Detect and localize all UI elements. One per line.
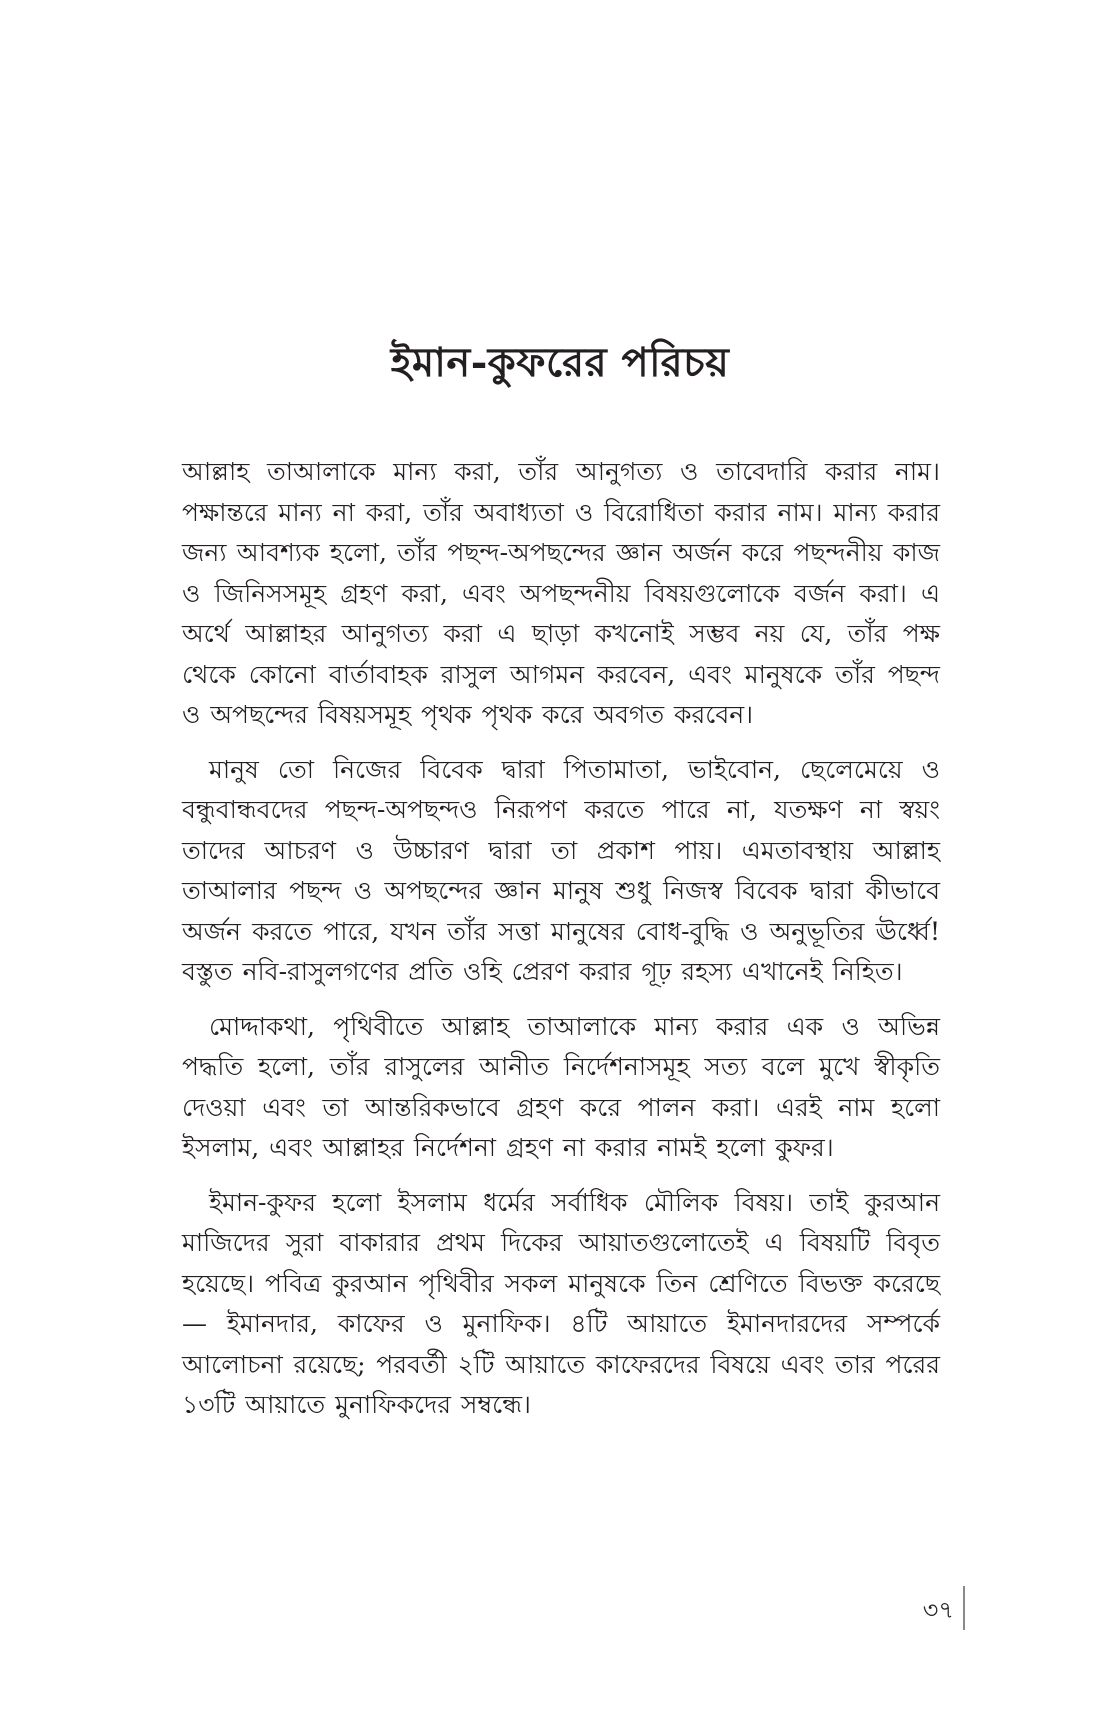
paragraph-1: আল্লাহ তাআলাকে মান্য করা, তাঁর আনুগত্য ও তাবেদারি করার নাম। পক্ষান্তরে মান্য না করা, তাঁর অবাধ্যতা ও বিরোধিতা করার নাম। মান্য করার জন্য আবশ্যক হলো, তাঁর পছন্দ-অপছন্দের জ্ঞান অর্জন করে পছন্দনীয় কাজ ও জিনিসসমূহ গ্রহণ করা, এবং অপছন্দনীয় বিষয়গুলোকে বর্জন করা। এ অর্থে আল্লাহর আনুগত্য করা এ ছাড়া কখনোই সম্ভব নয় যে, তাঁর পক্ষ থেকে কোনো বার্তাবাহক রাসুল আগমন করবেন, এবং মানুষকে তাঁর পছন্দ ও অপছন্দের বিষয়সমূহ পৃথক পৃথক করে অবগত করবেন। — [182, 457, 940, 729]
page-number: ৩৭ — [922, 1596, 954, 1624]
paragraph-4: ইমান-কুফর হলো ইসলাম ধর্মের সর্বাধিক মৌলিক বিষয়। তাই কুরআন মাজিদের সুরা বাকারার প্রথম দিকের আয়াতগুলোতেই এ বিষয়টি বিবৃত হয়েছে। পবিত্র কুরআন পৃথিবীর সকল মানুষকে তিন শ্রেণিতে বিভক্ত করেছে— ইমানদার, কাফের ও মুনাফিক। ৪টি আয়াতে ইমানদারদের সম্পর্কে আলোচনা রয়েছে; পরবর্তী ২টি আয়াতে কাফেরদের বিষয়ে এবং তার পরের ১৩টি আয়াতে মুনাফিকদের সম্বন্ধে। — [182, 1187, 940, 1419]
paragraph-2: মানুষ তো নিজের বিবেক দ্বারা পিতামাতা, ভাইবোন, ছেলেমেয়ে ও বন্ধুবান্ধবদের পছন্দ-অপছন্দও নিরূপণ করতে পারে না, যতক্ষণ না স্বয়ং তাদের আচরণ ও উচ্চারণ দ্বারা তা প্রকাশ পায়। এমতাবস্থায় আল্লাহ তাআলার পছন্দ ও অপছন্দের জ্ঞান মানুষ শুধু নিজস্ব বিবেক দ্বারা কীভাবে অর্জন করতে পারে, যখন তাঁর সত্তা মানুষের বোধ-বুদ্ধি ও অনুভূতির ঊর্ধ্বে! বস্তুত নবি-রাসুলগণের প্রতি ওহি প্রেরণ করার গূঢ় রহস্য এখানেই নিহিত। — [182, 754, 940, 986]
body-text — [182, 452, 940, 1440]
chapter-title: ইমান-কুফরের পরিচয় — [390, 339, 730, 386]
paragraph-3: মোদ্দাকথা, পৃথিবীতে আল্লাহ তাআলাকে মান্য করার এক ও অভিন্ন পদ্ধতি হলো, তাঁর রাসুলের আনীত নির্দেশনাসমূহ সত্য বলে মুখে স্বীকৃতি দেওয়া এবং তা আন্তরিকভাবে গ্রহণ করে পালন করা। এরই নাম হলো ইসলাম, এবং আল্লাহর নির্দেশনা গ্রহণ না করার নামই হলো কুফর। — [182, 1011, 940, 1162]
folio-divider — [963, 1586, 965, 1630]
